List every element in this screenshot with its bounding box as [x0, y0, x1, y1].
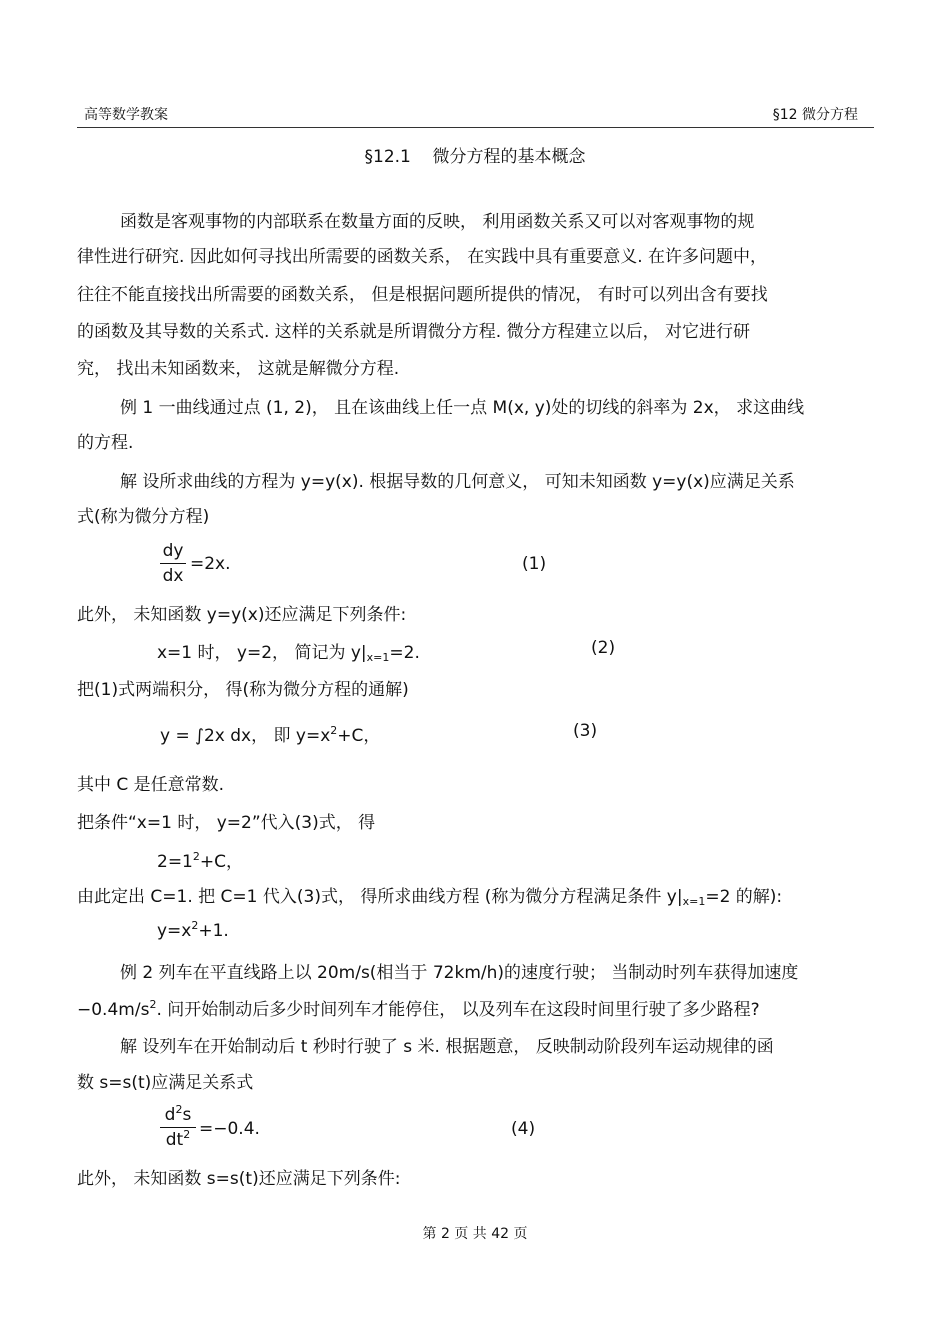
example2-line-2-part-b: . 问开始制动后多少时间列车才能停住， 以及列车在这段时间里行驶了多少路程? [156, 1000, 760, 1020]
eq1-rhs: =2x. [190, 554, 231, 574]
eq5-superscript: 2 [191, 919, 199, 932]
eq3-superscript: 2 [330, 724, 338, 737]
eq6-denominator-dt: dt [165, 1130, 184, 1150]
example1-result-part-a: 由此定出 C=1. 把 C=1 代入(3)式， 得所求曲线方程 (称为微分方程满足条件 y| [77, 887, 683, 907]
eq6-rhs: =−0.4. [199, 1119, 260, 1139]
eq2-subscript: x=1 [366, 651, 390, 664]
eq5-part-a: y=x [157, 921, 192, 941]
eq1-denominator: dx [162, 566, 184, 586]
eq2-expression [157, 638, 420, 663]
example1-substitute: 把条件“x=1 时， y=2”代入(3)式， 得 [77, 813, 376, 833]
eq4-expression [157, 847, 243, 872]
example2-line-2-superscript: 2 [149, 998, 157, 1011]
page-footer: 第 2 页 共 42 页 [422, 1226, 528, 1242]
eq1-fraction [160, 540, 186, 587]
example2-solution-2: 数 s=s(t)应满足关系式 [77, 1073, 254, 1093]
example1-solution-2: 式(称为微分方程) [77, 507, 210, 527]
eq1-fraction-bar [160, 563, 186, 564]
eq5-expression [157, 921, 229, 941]
example1-line-2: 的方程. [77, 433, 134, 453]
eq3-part-b: +C， [337, 726, 381, 746]
eq6-fraction [160, 1104, 196, 1151]
example1-condition-intro: 此外， 未知函数 y=y(x)还应满足下列条件: [77, 605, 407, 625]
eq6-fraction-bar [160, 1127, 196, 1128]
eq6-numerator-d: d [164, 1105, 176, 1125]
eq2-tag: (2) [591, 638, 616, 658]
intro-line-3: 往往不能直接找出所需要的函数关系， 但是根据问题所提供的情况， 有时可以列出含有要找 [77, 285, 768, 305]
eq5-part-b: +1. [198, 921, 229, 941]
example1-line-1: 例 1 一曲线通过点 (1, 2)， 且在该曲线上任一点 M(x, y)处的切线的斜率为 2x， 求这曲线 [120, 398, 805, 418]
intro-line-1: 函数是客观事物的内部联系在数量方面的反映， 利用函数关系又可以对客观事物的规 [120, 212, 755, 232]
example1-solution-1: 解 设所求曲线的方程为 y=y(x). 根据导数的几何意义， 可知未知函数 y=y(x)应满足关系 [120, 472, 795, 492]
example1-c-note: 其中 C 是任意常数. [77, 775, 225, 795]
example2-condition-intro: 此外， 未知函数 s=s(t)还应满足下列条件: [77, 1169, 401, 1189]
header-left: 高等数学教案 [84, 107, 168, 123]
eq6-numerator [160, 1104, 196, 1126]
example1-result-part-b: =2 的解): [705, 887, 783, 907]
eq2-rhs: =2. [389, 643, 420, 663]
intro-line-2: 律性进行研究. 因此如何寻找出所需要的函数关系， 在实践中具有重要意义. 在许多问题中， [77, 247, 768, 267]
eq4-superscript: 2 [192, 850, 200, 863]
section-title [0, 142, 950, 167]
eq1-numerator: dy [162, 541, 184, 561]
eq1-tag: (1) [522, 554, 547, 574]
eq4-part-b: +C， [199, 852, 244, 872]
example2-solution-1: 解 设列车在开始制动后 t 秒时行驶了 s 米. 根据题意， 反映制动阶段列车运动规律的函 [120, 1037, 774, 1057]
header-right: §12 微分方程 [772, 107, 858, 123]
intro-line-5: 究， 找出未知函数来， 这就是解微分方程. [77, 359, 400, 379]
example2-line-2 [77, 995, 760, 1020]
eq6-numerator-superscript: 2 [175, 1103, 183, 1116]
eq3-expression [160, 721, 380, 746]
example2-line-2-part-a: −0.4m/s [77, 1000, 150, 1020]
section-title-text: §12.1 微分方程的基本概念 [364, 147, 586, 167]
eq6-tag: (4) [511, 1119, 536, 1139]
eq3-tag: (3) [573, 721, 598, 741]
example1-result [77, 882, 782, 907]
example1-integrate: 把(1)式两端积分， 得(称为微分方程的通解) [77, 680, 409, 700]
eq6-denominator-superscript: 2 [183, 1128, 191, 1141]
eq6-denominator [160, 1129, 196, 1151]
eq3-part-a: y = ∫2x dx， 即 y=x [160, 726, 331, 746]
example2-line-1: 例 2 列车在平直线路上以 20m/s(相当于 72km/h)的速度行驶； 当制动时列车获得加速度 [120, 963, 799, 983]
example1-result-subscript: x=1 [682, 895, 706, 908]
intro-line-4: 的函数及其导数的关系式. 这样的关系就是所谓微分方程. 微分方程建立以后， 对它进行研 [77, 322, 751, 342]
eq2-text: x=1 时， y=2， 简记为 y| [157, 643, 367, 663]
eq6-numerator-s: s [182, 1105, 192, 1125]
header-rule [77, 127, 874, 128]
eq4-part-a: 2=1 [157, 852, 193, 872]
